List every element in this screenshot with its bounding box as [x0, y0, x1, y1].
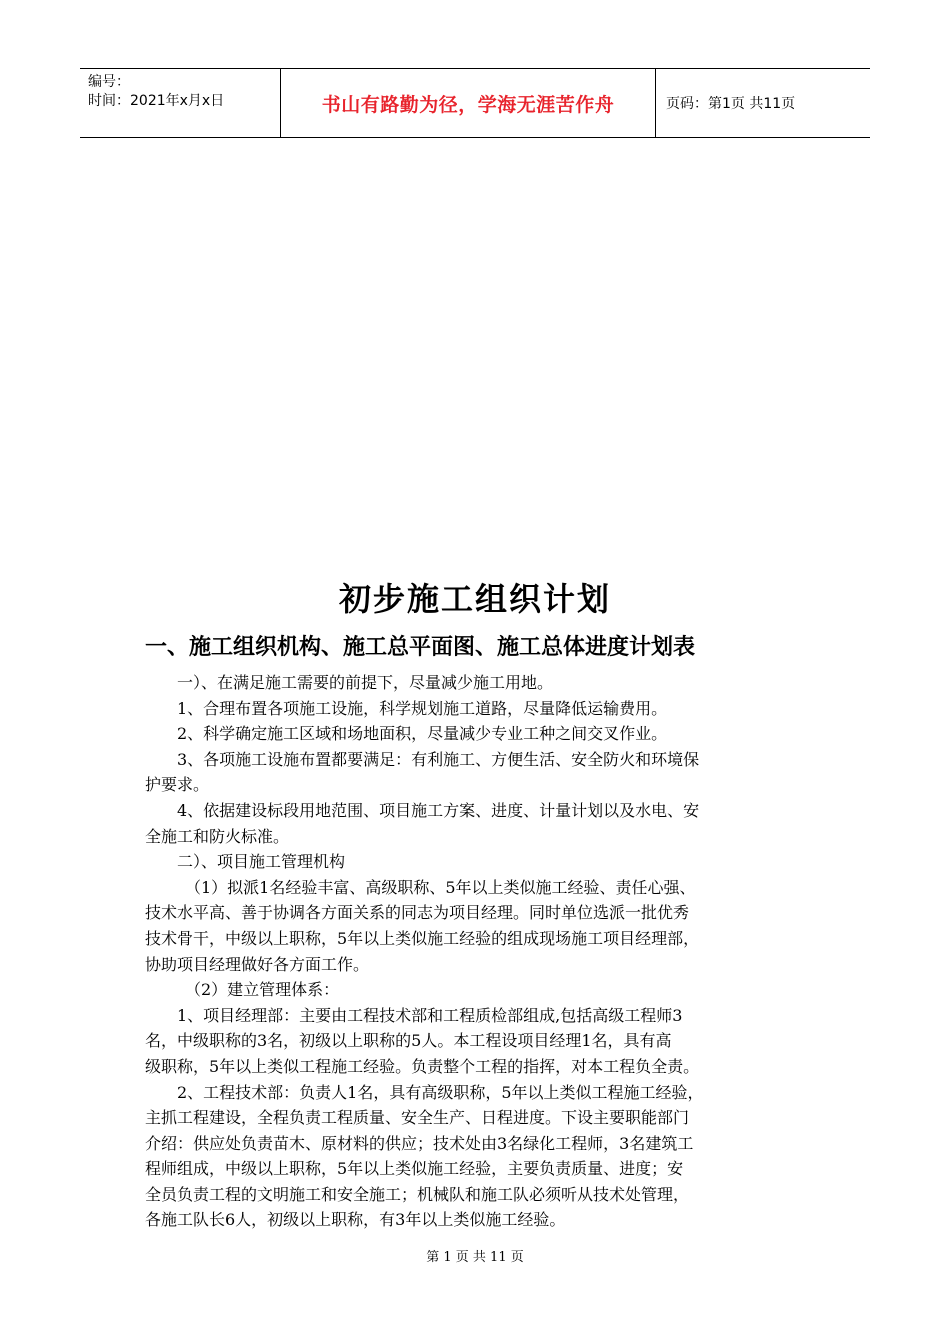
body-line: （2）建立管理体系：: [185, 980, 340, 1000]
document-title: 初步施工组织计划: [338, 580, 611, 618]
body-line: 二）、项目施工管理机构: [177, 852, 346, 872]
section-heading: 一、施工组织机构、施工总平面图、施工总体进度计划表: [145, 634, 696, 660]
body-line: 1、项目经理部：主要由工程技术部和工程质检部组成,包括高级工程师3: [177, 1005, 683, 1025]
body-line: 护要求。: [145, 775, 210, 795]
body-line: 3、各项施工设施布置都要满足：有利施工、方便生活、安全防火和环境保: [177, 749, 700, 769]
body-line: 协助项目经理做好各方面工作。: [145, 954, 370, 974]
body-line: 级职称，5年以上类似工程施工经验。负责整个工程的指挥，对本工程负全责。: [145, 1056, 700, 1076]
time-label: 时间：2021年x月x日: [88, 93, 225, 109]
body-line: 名，中级职称的3名，初级以上职称的5人。本工程设项目经理1名，具有高: [145, 1031, 672, 1051]
body-line: （1）拟派1名经验丰富、高级职称、5年以上类似施工经验、责任心强、: [185, 877, 696, 897]
body-line: 4、依据建设标段用地范围、项目施工方案、进度、计量计划以及水电、安: [177, 800, 700, 820]
body-line: 技术骨干，中级以上职称，5年以上类似施工经验的组成现场施工项目经理部，: [145, 928, 700, 948]
body-line: 1、合理布置各项施工设施，科学规划施工道路，尽量降低运输费用。: [177, 698, 668, 718]
body-line: 技术水平高、善于协调各方面关系的同志为项目经理。同时单位选派一批优秀: [145, 903, 690, 923]
body-line: 主抓工程建设，全程负责工程质量、安全生产、日程进度。下设主要职能部门: [145, 1108, 690, 1128]
page-footer: 第 1 页 共 11 页: [426, 1250, 524, 1265]
body-line: 2、科学确定施工区域和场地面积，尽量减少专业工种之间交叉作业。: [177, 724, 668, 744]
body-line: 介绍：供应处负责苗木、原材料的供应；技术处由3名绿化工程师，3名建筑工: [145, 1133, 694, 1153]
header-motto: 书山有路勤为径，学海无涯苦作舟: [280, 69, 656, 137]
body-line: 程师组成，中级以上职称，5年以上类似施工经验，主要负责质量、进度；安: [145, 1159, 684, 1179]
header-meta: [80, 69, 280, 137]
page-header: [80, 68, 870, 138]
document-body: [145, 670, 810, 1233]
body-line: 各施工队长6人，初级以上职称，有3年以上类似施工经验。: [145, 1210, 566, 1230]
serial-label: 编号：: [88, 74, 130, 90]
header-page-info: 页码：第1页 共11页: [666, 96, 796, 112]
body-line: 2、工程技术部：负责人1名，具有高级职称，5年以上类似工程施工经验，: [177, 1082, 704, 1102]
body-line: 全施工和防火标准。: [145, 826, 290, 846]
body-line: 一）、在满足施工需要的前提下，尽量减少施工用地。: [177, 673, 554, 692]
body-line: 全员负责工程的文明施工和安全施工；机械队和施工队必须听从技术处管理，: [145, 1184, 690, 1204]
